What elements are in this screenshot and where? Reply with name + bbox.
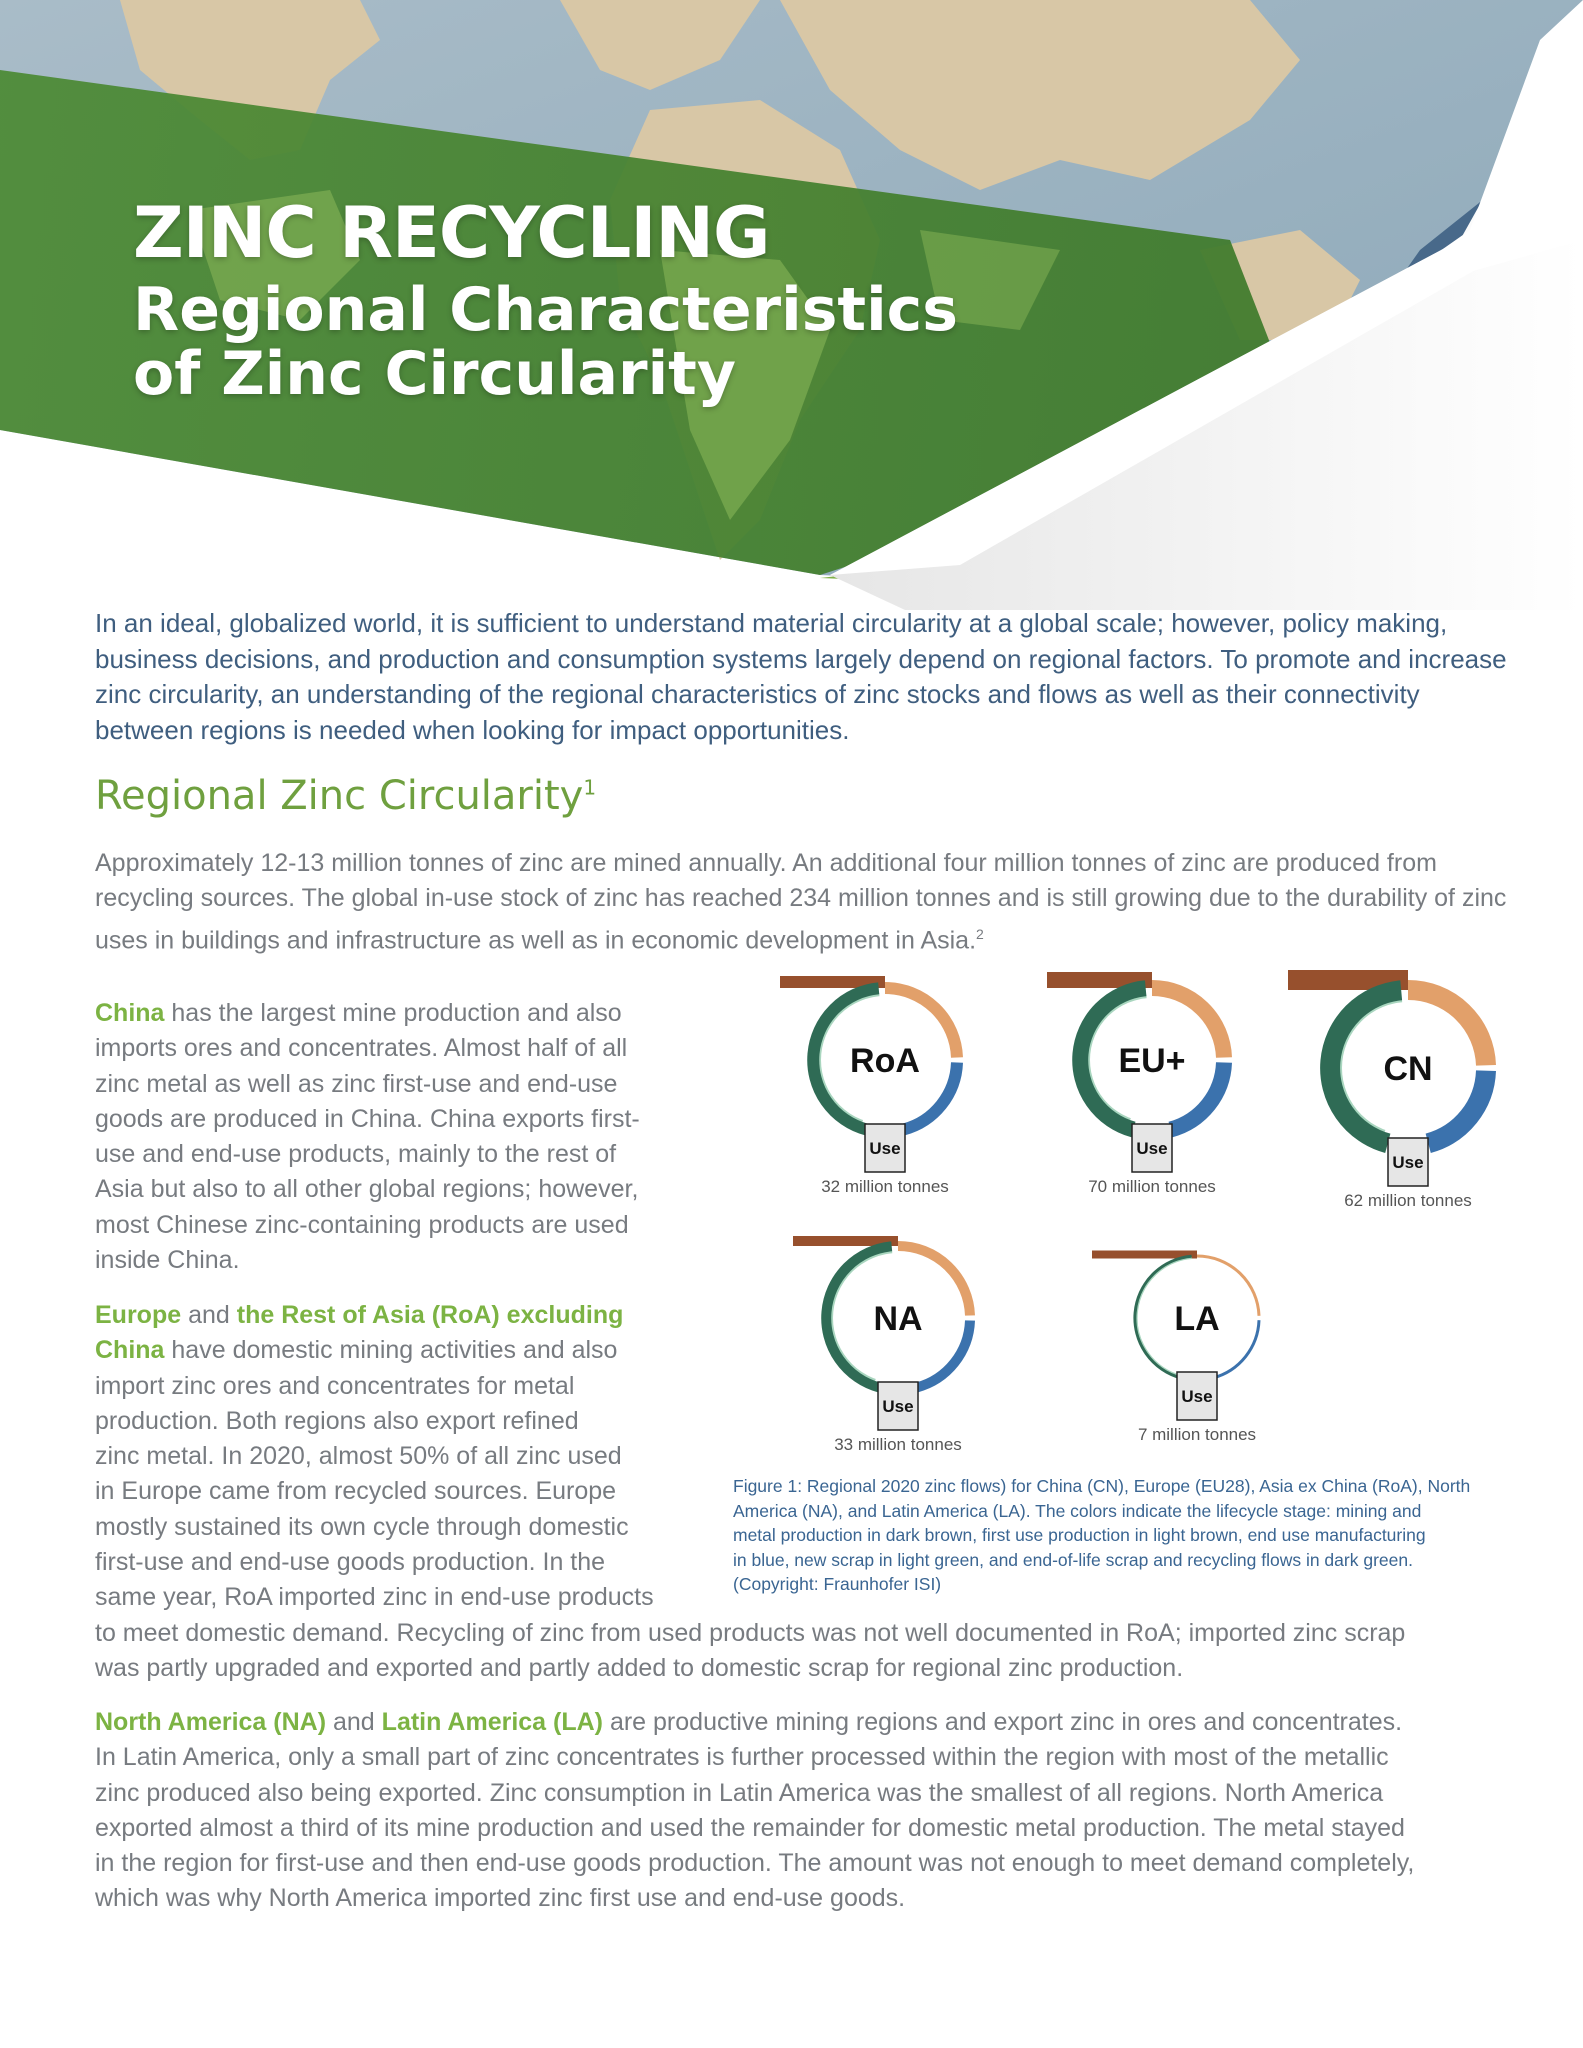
region-tonnes-label: 62 million tonnes [1344, 1191, 1472, 1210]
text-line: zinc metal. In 2020, almost 50% of all zinc used [95, 1442, 622, 1471]
text-line: was partly upgraded and exported and partly added to domestic scrap for regional zinc production. [95, 1653, 1184, 1682]
na-label: North America (NA) [95, 1708, 327, 1736]
la-label: Latin America (LA) [381, 1708, 603, 1736]
hero-banner [0, 0, 1583, 620]
text-line: Asia but also to all other global regions; however, [95, 1175, 639, 1204]
use-box-label: Use [1181, 1387, 1213, 1406]
footnote-ref-1: 1 [583, 775, 597, 800]
region-code-label: LA [1174, 1300, 1220, 1338]
text-line: production. Both regions also export refined [95, 1406, 579, 1435]
china-paragraph [95, 996, 715, 1278]
section-heading [95, 773, 596, 819]
footnote-ref-2: 2 [976, 925, 984, 942]
roa-label: the Rest of Asia (RoA) excluding [236, 1301, 624, 1329]
text-line: most Chinese zinc-containing products are used [95, 1210, 629, 1239]
text-line: goods are produced in China. China exports first- [95, 1104, 640, 1133]
mining-text: Approximately 12-13 million tonnes of zinc are mined annually. An additional four million tonnes of zinc are produced from recycling sources. The global in-use stock of zinc has reached 234 million tonnes and is still growing due to the durability of zinc uses in buildings and infrastructure as well as in economic development in Asia. [95, 849, 1507, 954]
region-code-label: CN [1383, 1050, 1433, 1088]
caption-line: Figure 1: Regional 2020 zinc flows) for China (CN), Europe (EU28), Asia ex China (RoA), North [733, 1476, 1471, 1496]
intro-paragraph: In an ideal, globalized world, it is sufficient to understand material circularity at a global scale; however, policy making, business decisions, and production and consumption systems largely depend on regional factors. To promote and increase zinc circularity, an understanding of the regional characteristics of zinc stocks and flows as well as their connectivity between regions is needed when looking for impact opportunities. [95, 608, 1507, 745]
text-line: first-use and end-use goods production. In the [95, 1548, 606, 1577]
region-code-label: NA [873, 1300, 923, 1338]
text-line [95, 996, 715, 1031]
china-label: China [95, 999, 165, 1027]
region-tonnes-label: 70 million tonnes [1088, 1177, 1216, 1196]
mining-paragraph [95, 846, 1525, 958]
region-tonnes-label: 33 million tonnes [834, 1435, 962, 1454]
figure-caption [733, 1474, 1503, 1597]
caption-line: in blue, new scrap in light green, and end-of-life scrap and recycling flows in dark green. [733, 1549, 1413, 1570]
regional-flow-diagrams [740, 950, 1530, 1460]
text-line: which was why North America imported zinc first use and end-use goods. [95, 1884, 906, 1913]
subtitle-line-1: Regional Characteristics [133, 275, 958, 345]
europe-label: Europe [95, 1301, 182, 1329]
use-box-label: Use [1392, 1153, 1424, 1172]
subtitle-line-2: of Zinc Circularity [133, 339, 736, 409]
text-line-content: are productive mining regions and export zinc in ores and concentrates. [609, 1708, 1403, 1736]
text-line-content: has the largest mine production and also [171, 999, 622, 1027]
text-line-content: have domestic mining activities and also [171, 1336, 618, 1365]
caption-line: America (NA), and Latin America (LA). The colors indicate the lifecycle stage: mining and [733, 1500, 1422, 1521]
region-tonnes-label: 32 million tonnes [821, 1177, 949, 1196]
text-and: and [188, 1301, 230, 1329]
text-line: in the region for first-use and then end-use goods production. The amount was not enough to meet demand completely, [95, 1849, 1415, 1878]
region-code-label: RoA [850, 1042, 920, 1080]
roa-label-cont: China [95, 1336, 165, 1365]
text-line: In Latin America, only a small part of zinc concentrates is further processed within the region with most of the metallic [95, 1743, 1389, 1772]
text-line: mostly sustained its own cycle through domestic [95, 1512, 629, 1541]
page-subtitle [133, 275, 958, 409]
text-line: imports ores and concentrates. Almost half of all [95, 1034, 628, 1063]
text-line: use and end-use products, mainly to the rest of [95, 1140, 617, 1169]
text-line: zinc produced also being exported. Zinc consumption in Latin America was the smallest of all regions. North America [95, 1778, 1384, 1807]
region-tonnes-label: 7 million tonnes [1137, 1425, 1257, 1444]
text-and: and [333, 1708, 375, 1736]
text-line: inside China. [95, 1246, 240, 1275]
caption-line: metal production in dark brown, first use production in light brown, end use manufacturing [733, 1525, 1426, 1545]
text-line: in Europe came from recycled sources. Europe [95, 1477, 617, 1506]
region-code-label: EU+ [1118, 1042, 1186, 1080]
text-line: exported almost a third of its mine production and used the remainder for domestic metal production. The metal stayed [95, 1813, 1405, 1842]
use-box-label: Use [869, 1139, 901, 1158]
text-line: import zinc ores and concentrates for metal [95, 1371, 575, 1400]
americas-paragraph [95, 1705, 1535, 1917]
caption-line: (Copyright: Fraunhofer ISI) [733, 1574, 942, 1594]
text-line: same year, RoA imported zinc in end-use products [95, 1583, 654, 1612]
text-line: to meet domestic demand. Recycling of zinc from used products was not well documented in RoA; imported zinc scrap [95, 1618, 1406, 1647]
use-box-label: Use [1136, 1139, 1168, 1158]
page-title: ZINC RECYCLING [133, 192, 770, 274]
text-line [95, 1705, 1535, 1740]
use-box-label: Use [882, 1397, 914, 1416]
section-heading-text: Regional Zinc Circularity [95, 773, 584, 819]
text-line: zinc metal as well as zinc first-use and end-use [95, 1069, 618, 1098]
